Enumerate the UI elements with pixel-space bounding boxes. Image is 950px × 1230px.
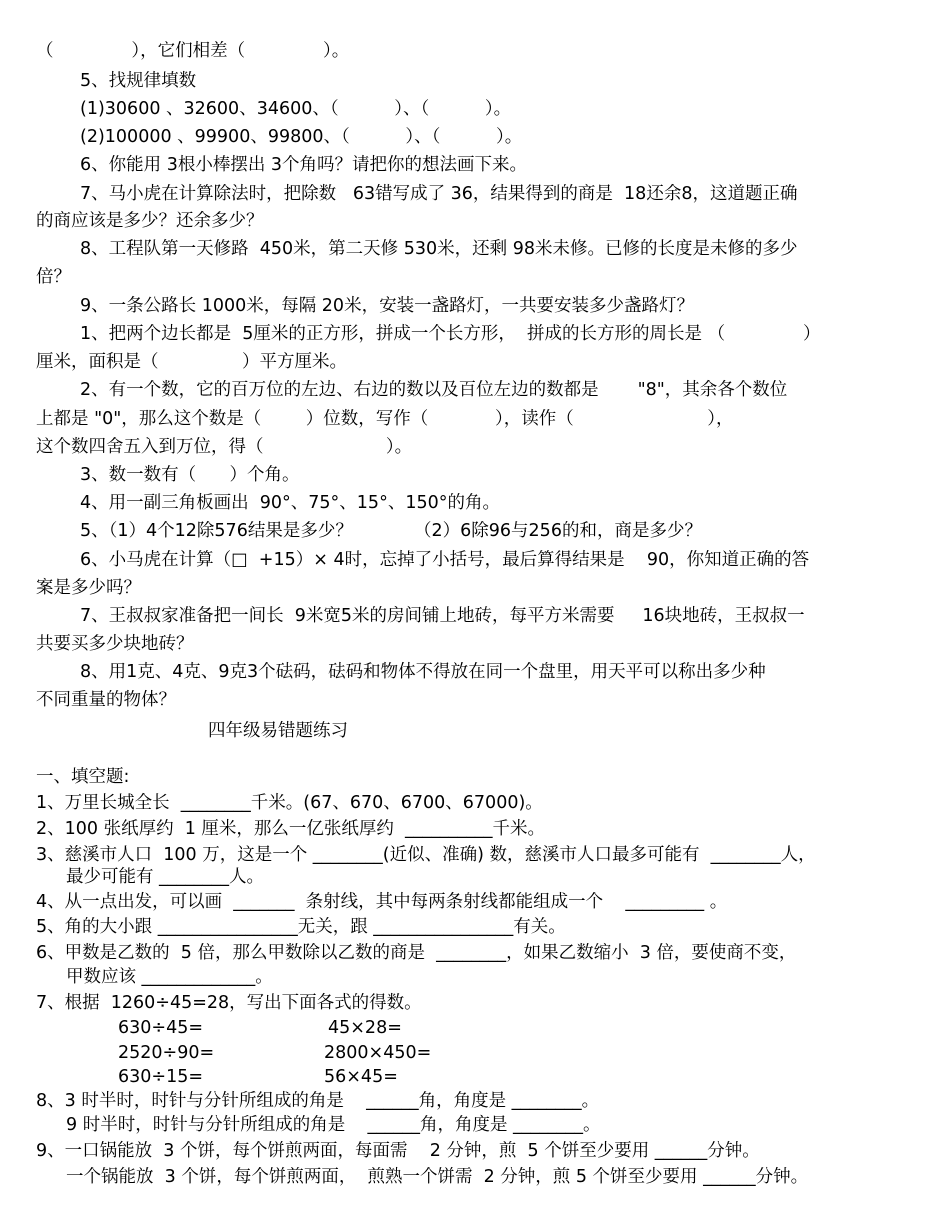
- text-line: （ ），它们相差（ ）。: [36, 41, 350, 61]
- text-line: 3、数一数有（ ）个角。: [80, 465, 300, 485]
- page-title: 四年级易错题练习: [208, 721, 348, 741]
- question-line: 4、从一点出发，可以画 _______ 条射线，其中每两条射线都能组成一个 _________ 。: [36, 892, 728, 912]
- question-line: 6、甲数是乙数的 5 倍，那么甲数除以乙数的商是 ________，如果乙数缩小 3 倍，要使商不变，: [36, 943, 797, 963]
- question-line: 5、角的大小跟 ________________无关，跟 ________________有关。: [36, 917, 566, 937]
- question-line: 最少可能有 ________人。: [66, 867, 265, 887]
- text-line: 7、王叔叔家准备把一间长 9米宽5米的房间铺上地砖，每平方米需要 16块地砖，王叔叔一: [80, 606, 805, 626]
- question-line: 2、100 张纸厚约 1 厘米，那么一亿张纸厚约 __________千米。: [36, 819, 546, 839]
- text-line: 6、你能用 3根小棒摆出 3个角吗？请把你的想法画下来。: [80, 155, 528, 175]
- question-line: 9 时半时，时针与分针所组成的角是 ______角，角度是 ________。: [66, 1115, 601, 1135]
- text-line: 9、一条公路长 1000米，每隔 20米，安装一盏路灯，一共要安装多少盏路灯？: [80, 296, 695, 316]
- text-line: 1、把两个边长都是 5厘米的正方形，拼成一个长方形， 拼成的长方形的周长是 （ ）: [80, 324, 821, 344]
- text-line: (1)30600 、32600、34600、（ ）、（ ）。: [80, 99, 512, 119]
- equation: 630÷45=: [118, 1018, 203, 1038]
- question-line: 9、一口锅能放 3 个饼，每个饼煎两面，每面需 2 分钟，煎 5 个饼至少要用 ______分钟。: [36, 1141, 760, 1161]
- question-line: 7、根据 1260÷45=28，写出下面各式的得数。: [36, 993, 422, 1013]
- text-line: 倍？: [36, 267, 71, 287]
- text-line: (2)100000 、99900、99800、（ ）、（ ）。: [80, 127, 523, 147]
- text-line: 8、工程队第一天修路 450米，第二天修 530米，还剩 98米未修。已修的长度是未修的多少: [80, 239, 798, 259]
- text-line: 上都是 "0"，那么这个数是（ ）位数，写作（ ），读作（ ），: [36, 409, 734, 429]
- equation: 2800×450=: [324, 1043, 432, 1063]
- equation: 45×28=: [328, 1018, 402, 1038]
- text-line: 5、找规律填数: [80, 71, 197, 91]
- text-line: 厘米，面积是（ ）平方厘米。: [36, 352, 347, 372]
- equation: 56×45=: [324, 1067, 398, 1087]
- question-line: 甲数应该 _____________。: [66, 967, 273, 987]
- text-line: 的商应该是多少？还余多少？: [36, 211, 264, 231]
- question-line: 3、慈溪市人口 100 万，这是一个 ________(近似、准确) 数，慈溪市人口最多可能有 ________人，: [36, 845, 816, 865]
- question-line: 1、万里长城全长 ________千米。(67、670、6700、67000)。: [36, 793, 543, 813]
- text-line: 案是多少吗？: [36, 578, 141, 598]
- section-heading: 一、填空题:: [36, 767, 130, 787]
- text-line: 这个数四舍五入到万位，得（ ）。: [36, 437, 413, 457]
- text-line: 7、马小虎在计算除法时，把除数 63错写成了 36，结果得到的商是 18还余8，这道题正确: [80, 184, 798, 204]
- equation: 630÷15=: [118, 1067, 203, 1087]
- text-line: 4、用一副三角板画出 90°、75°、15°、150°的角。: [80, 493, 500, 513]
- equation: 2520÷90=: [118, 1043, 215, 1063]
- text-line: 共要买多少块地砖？: [36, 634, 194, 654]
- text-line: 6、小马虎在计算（□ +15）× 4时，忘掉了小括号，最后算得结果是 90，你知道正确的答: [80, 550, 810, 570]
- question-line: 8、3 时半时，时针与分针所组成的角是 ______角，角度是 ________。: [36, 1091, 600, 1111]
- text-line: 2、有一个数，它的百万位的左边、右边的数以及百位左边的数都是 "8"，其余各个数位: [80, 380, 788, 400]
- question-line: 一个锅能放 3 个饼，每个饼煎两面， 煎熟一个饼需 2 分钟，煎 5 个饼至少要用 ______分钟。: [66, 1167, 809, 1187]
- text-line: 8、用1克、4克、9克3个砝码，砝码和物体不得放在同一个盘里，用天平可以称出多少种: [80, 662, 766, 682]
- text-line: 不同重量的物体？: [36, 690, 176, 710]
- text-line: 5、（1）4个12除576结果是多少？ （2）6除96与256的和，商是多少？: [80, 521, 702, 541]
